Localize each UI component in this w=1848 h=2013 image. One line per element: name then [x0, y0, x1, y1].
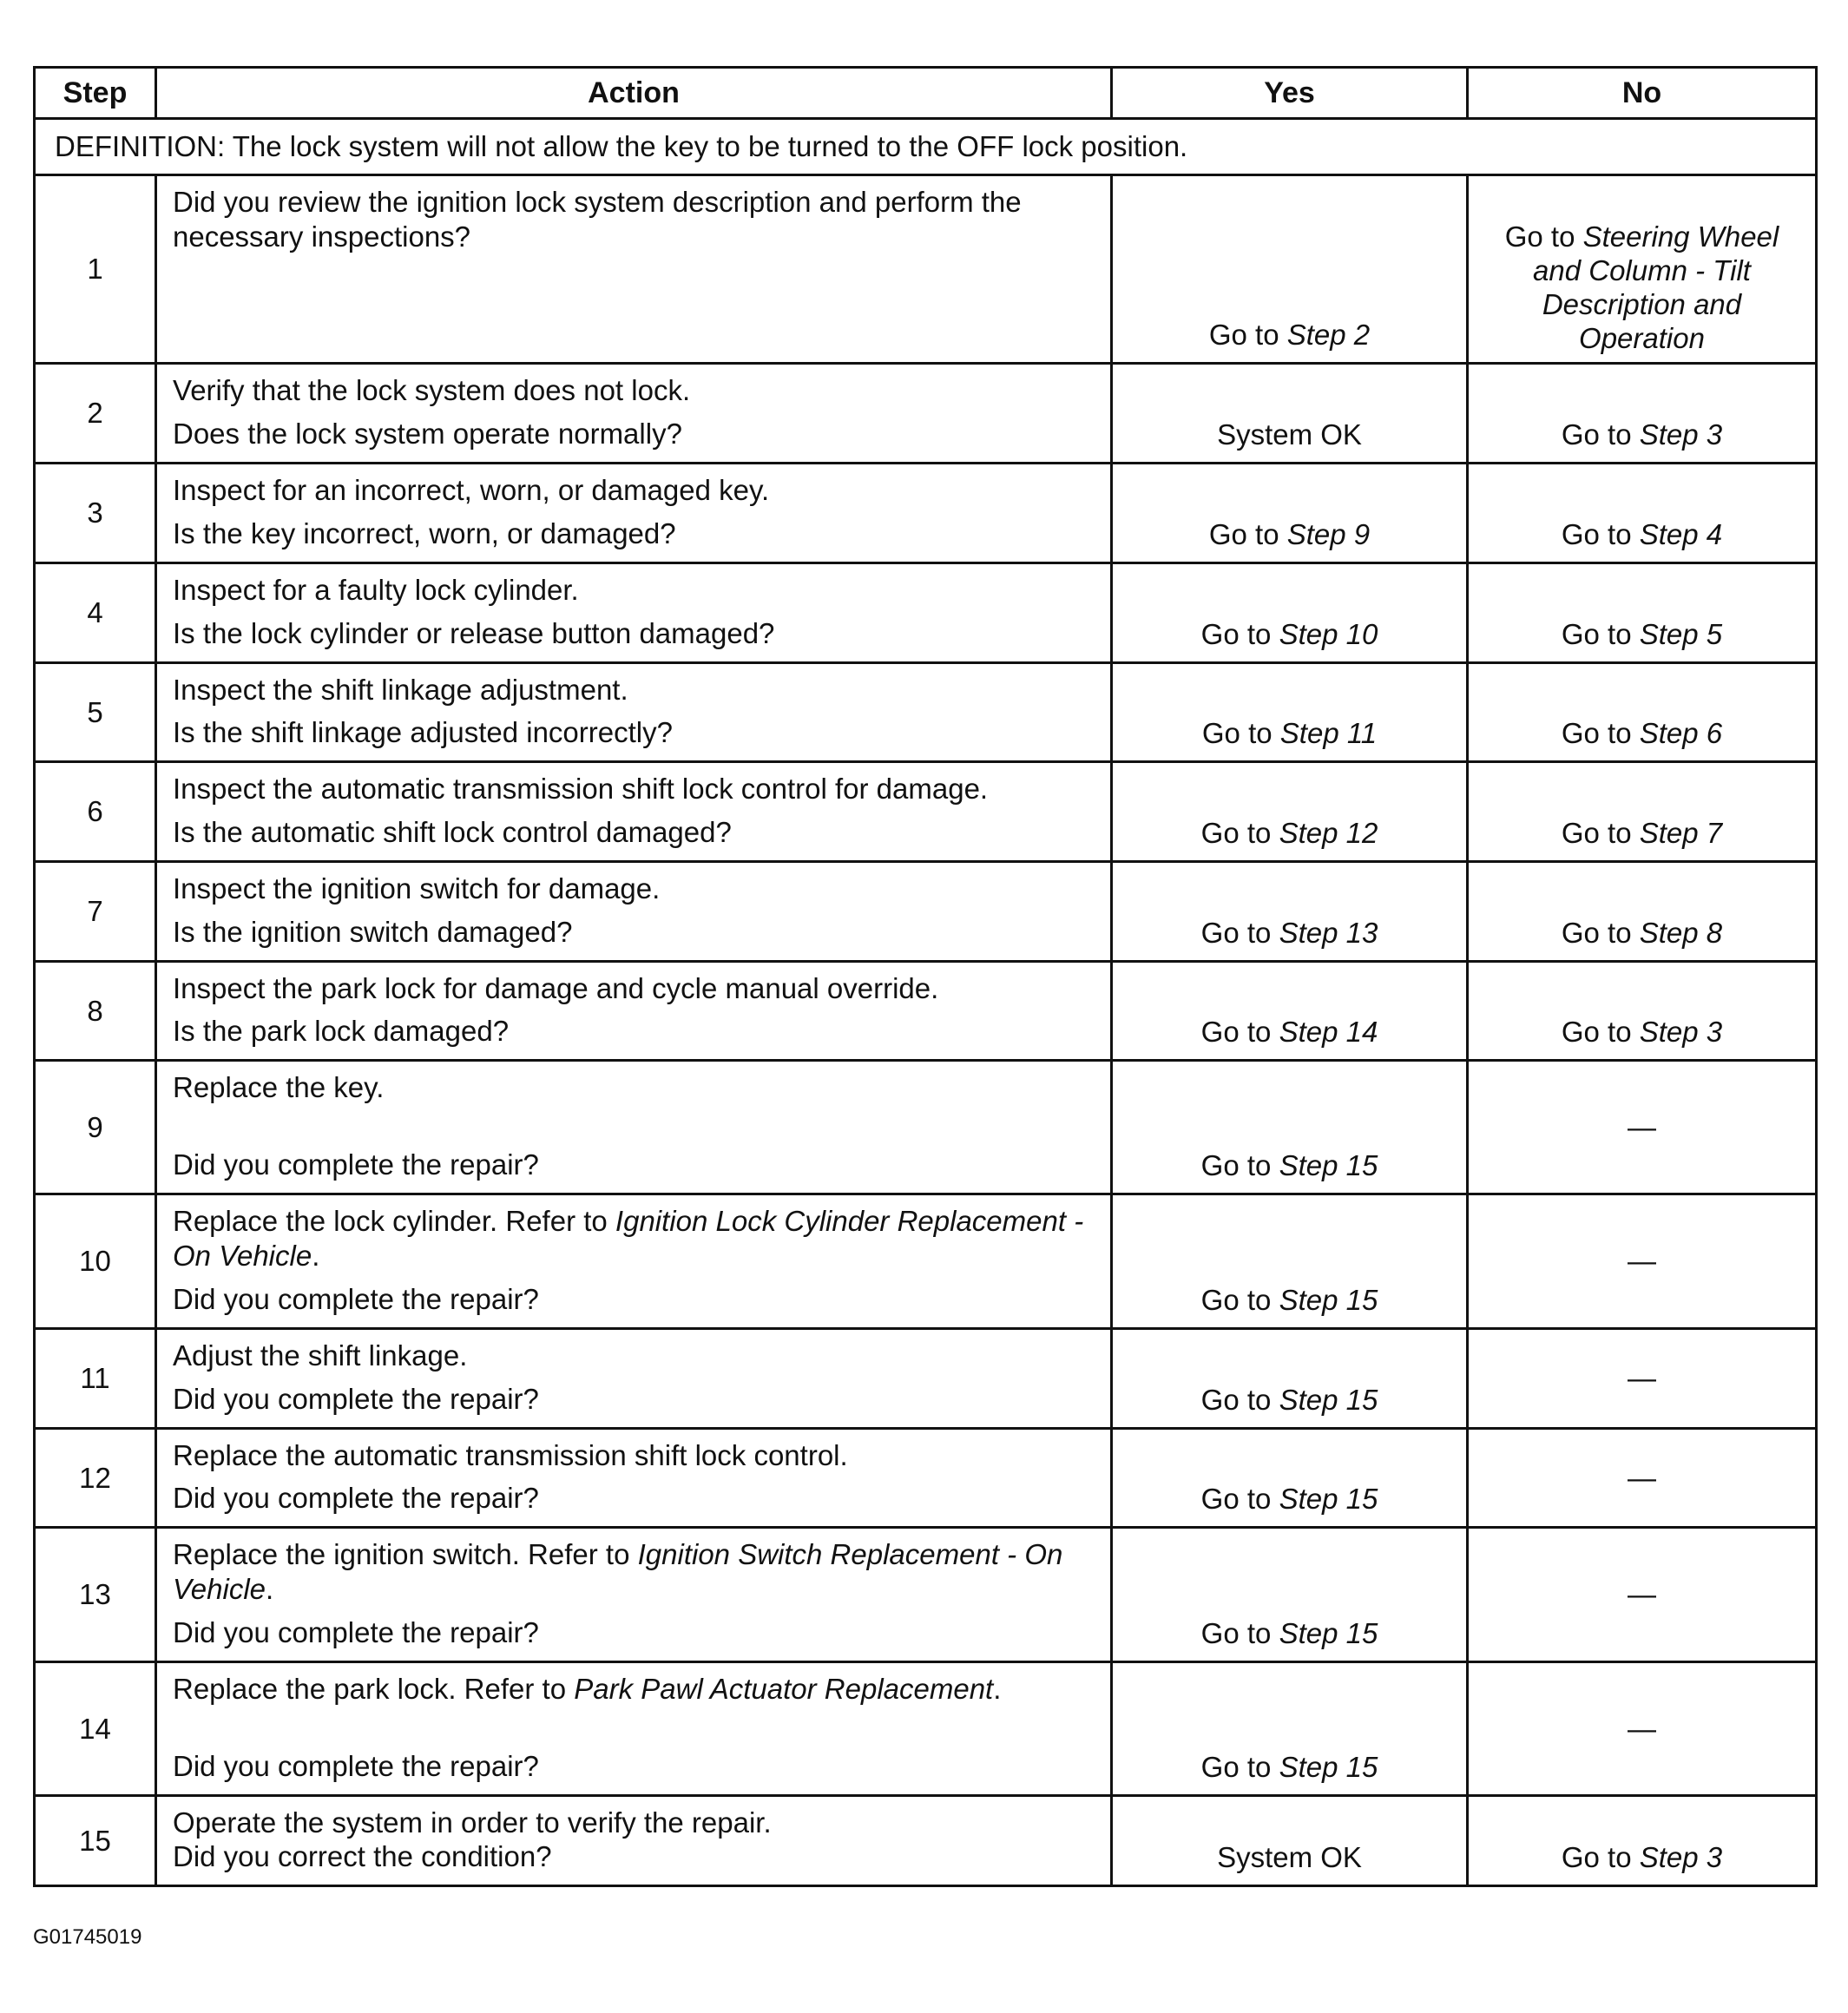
yes-step-ref: Step 11 [1279, 717, 1378, 749]
action-text-part: Replace the lock cylinder. Refer to [173, 1205, 615, 1237]
yes-cell [1112, 862, 1468, 962]
yes-step-ref: Step 2 [1286, 319, 1371, 351]
table-row [35, 1528, 1817, 1662]
no-text: Go to [1561, 717, 1640, 749]
no-step-ref: Step 3 [1639, 1841, 1723, 1873]
no-cell [1468, 1329, 1817, 1429]
yes-cell [1112, 364, 1468, 464]
action-text [173, 573, 1100, 608]
no-cell [1468, 1528, 1817, 1662]
action-text [173, 1806, 1100, 1840]
no-text: — [1628, 1578, 1656, 1610]
action-text-part: Replace the park lock. Refer to [173, 1673, 575, 1705]
action-text [173, 1672, 1100, 1707]
action-cell [156, 663, 1112, 762]
no-text: Go to [1561, 618, 1640, 650]
no-text: Go to [1561, 518, 1640, 550]
yes-text: Go to [1201, 717, 1280, 749]
yes-cell [1112, 464, 1468, 563]
action-text-part: Inspect the ignition switch for damage. [173, 872, 661, 905]
action-text [173, 872, 1100, 906]
yes-step-ref: Step 14 [1279, 1016, 1378, 1048]
no-cell [1468, 862, 1817, 962]
action-text [173, 673, 1100, 707]
yes-text: Go to [1200, 1751, 1279, 1783]
table-row [35, 1329, 1817, 1429]
action-cell [156, 1796, 1112, 1886]
yes-step-ref: Step 15 [1279, 1284, 1378, 1316]
action-cell [156, 1329, 1112, 1429]
no-text: — [1628, 1712, 1656, 1745]
step-number: 11 [35, 1329, 156, 1429]
yes-cell [1112, 1061, 1468, 1194]
action-question: Is the automatic shift lock control damaged? [173, 816, 732, 848]
yes-text: System OK [1217, 418, 1362, 451]
yes-text: Go to [1200, 817, 1279, 849]
action-cell [156, 364, 1112, 464]
step-number: 14 [35, 1662, 156, 1796]
table-row [35, 1194, 1817, 1329]
yes-cell [1112, 1329, 1468, 1429]
yes-step-ref: Step 15 [1279, 1149, 1378, 1181]
step-number: 3 [35, 464, 156, 563]
no-step-ref: Step 7 [1639, 817, 1723, 849]
reference-link: Ignition Lock Cylinder Replacement - On Vehicle [173, 1205, 1084, 1272]
no-cell [1468, 1662, 1817, 1796]
action-text-part: Inspect the automatic transmission shift lock control for damage. [173, 773, 989, 805]
yes-step-ref: Step 12 [1279, 817, 1378, 849]
action-question: Does the lock system operate normally? [173, 418, 682, 450]
action-text-part: Replace the key. [173, 1071, 385, 1103]
action-text-part: Did you review the ignition lock system description and perform the necessary inspections? [173, 186, 1022, 253]
action-question: Did you correct the condition? [173, 1840, 552, 1872]
table-row [35, 1662, 1817, 1796]
action-cell [156, 962, 1112, 1061]
table-row [35, 464, 1817, 563]
yes-cell [1112, 962, 1468, 1061]
action-text-part: Operate the system in order to verify the repair. [173, 1806, 772, 1839]
step-number: 2 [35, 364, 156, 464]
yes-cell [1112, 563, 1468, 663]
no-text: Go to [1561, 817, 1640, 849]
yes-cell [1112, 1429, 1468, 1528]
step-number: 9 [35, 1061, 156, 1194]
yes-cell [1112, 762, 1468, 862]
table-row [35, 1061, 1817, 1194]
yes-text: Go to [1200, 1149, 1279, 1181]
action-text [173, 185, 1100, 254]
action-question: Did you complete the repair? [173, 1482, 539, 1514]
action-text [173, 1070, 1100, 1105]
action-question: Did you complete the repair? [173, 1148, 539, 1181]
no-text: Go to [1561, 1016, 1640, 1048]
table-row [35, 364, 1817, 464]
no-cell [1468, 762, 1817, 862]
action-text [173, 772, 1100, 806]
no-text: — [1628, 1110, 1656, 1143]
action-question: Is the lock cylinder or release button damaged? [173, 617, 775, 649]
yes-step-ref: Step 15 [1279, 1751, 1378, 1783]
action-question: Is the ignition switch damaged? [173, 916, 573, 948]
action-text-part: . [266, 1573, 274, 1605]
action-text-part: . [993, 1673, 1002, 1705]
no-cell [1468, 364, 1817, 464]
action-cell [156, 1194, 1112, 1329]
action-question: Did you complete the repair? [173, 1383, 539, 1415]
reference-link: Ignition Switch Replacement - On Vehicle [173, 1538, 1063, 1605]
table-row [35, 663, 1817, 762]
action-text-part: Replace the ignition switch. Refer to [173, 1538, 638, 1570]
no-cell [1468, 464, 1817, 563]
yes-text: Go to [1200, 618, 1279, 650]
table-row [35, 962, 1817, 1061]
action-text-part: Replace the automatic transmission shift lock control. [173, 1439, 848, 1471]
yes-step-ref: Step 15 [1279, 1483, 1378, 1515]
no-cell [1468, 1429, 1817, 1528]
yes-cell [1112, 1194, 1468, 1329]
action-cell [156, 563, 1112, 663]
no-text: Go to [1561, 418, 1640, 451]
yes-text: Go to [1200, 1483, 1279, 1515]
no-text: — [1628, 1461, 1656, 1494]
action-cell [156, 1662, 1112, 1796]
no-cell [1468, 1061, 1817, 1194]
table-row [35, 1429, 1817, 1528]
action-text [173, 1438, 1100, 1473]
step-number: 6 [35, 762, 156, 862]
step-number: 10 [35, 1194, 156, 1329]
action-text [173, 1204, 1100, 1273]
reference-link: Park Pawl Actuator Replacement [574, 1673, 994, 1705]
definition-text: DEFINITION: The lock system will not allow the key to be turned to the OFF lock position. [35, 119, 1817, 175]
step-number: 15 [35, 1796, 156, 1886]
no-cell [1468, 663, 1817, 762]
no-step-ref: Step 4 [1639, 518, 1723, 550]
table-row [35, 563, 1817, 663]
no-cell [1468, 175, 1817, 364]
yes-cell [1112, 1528, 1468, 1662]
action-question: Did you complete the repair? [173, 1283, 539, 1315]
yes-text: Go to [1208, 319, 1287, 351]
no-cell [1468, 1796, 1817, 1886]
action-cell [156, 862, 1112, 962]
yes-text: Go to [1200, 1016, 1279, 1048]
no-step-ref: Step 3 [1639, 418, 1723, 451]
yes-cell [1112, 175, 1468, 364]
step-number: 7 [35, 862, 156, 962]
header-no: No [1468, 68, 1817, 119]
table-row [35, 175, 1817, 364]
action-text-part: . [312, 1240, 320, 1272]
action-text [173, 971, 1100, 1006]
no-text: — [1628, 1362, 1656, 1394]
action-cell [156, 1429, 1112, 1528]
yes-text: Go to [1200, 1284, 1279, 1316]
no-step-ref: Step 3 [1639, 1016, 1723, 1048]
no-cell [1468, 563, 1817, 663]
yes-step-ref: Step 15 [1279, 1617, 1378, 1649]
figure-id: G01745019 [33, 1925, 142, 1949]
header-row [35, 68, 1817, 119]
yes-text: Go to [1200, 917, 1279, 949]
action-text [173, 373, 1100, 408]
yes-step-ref: Step 13 [1279, 917, 1378, 949]
action-cell [156, 175, 1112, 364]
diagnostic-table [33, 66, 1818, 1887]
action-question: Did you complete the repair? [173, 1616, 539, 1648]
yes-cell [1112, 1796, 1468, 1886]
action-question: Did you complete the repair? [173, 1750, 539, 1782]
table-row [35, 862, 1817, 962]
yes-text: Go to [1208, 518, 1287, 550]
action-cell [156, 464, 1112, 563]
action-text-part: Inspect for an incorrect, worn, or damaged key. [173, 474, 770, 506]
action-question: Is the shift linkage adjusted incorrectly? [173, 716, 673, 748]
step-number: 5 [35, 663, 156, 762]
action-text [173, 473, 1100, 508]
action-text-part: Verify that the lock system does not lock. [173, 374, 691, 406]
step-number: 13 [35, 1528, 156, 1662]
action-text-part: Inspect for a faulty lock cylinder. [173, 574, 579, 606]
header-yes: Yes [1112, 68, 1468, 119]
yes-cell [1112, 663, 1468, 762]
table-row [35, 762, 1817, 862]
action-cell [156, 762, 1112, 862]
definition-row [35, 119, 1817, 175]
action-text-part: Inspect the park lock for damage and cycle manual override. [173, 972, 939, 1004]
table-row [35, 1796, 1817, 1886]
no-text: Go to [1561, 1841, 1640, 1873]
yes-step-ref: Step 10 [1279, 618, 1378, 650]
action-text-part: Inspect the shift linkage adjustment. [173, 674, 628, 706]
action-text-part: Adjust the shift linkage. [173, 1339, 468, 1372]
step-number: 4 [35, 563, 156, 663]
step-number: 1 [35, 175, 156, 364]
action-cell [156, 1528, 1112, 1662]
action-question: Is the key incorrect, worn, or damaged? [173, 517, 676, 549]
action-cell [156, 1061, 1112, 1194]
yes-cell [1112, 1662, 1468, 1796]
yes-step-ref: Step 9 [1286, 518, 1371, 550]
no-text: — [1628, 1245, 1656, 1277]
no-step-ref: Step 8 [1639, 917, 1723, 949]
no-text: Go to [1561, 917, 1640, 949]
no-text: Go to [1504, 220, 1583, 253]
no-step-ref: Step 5 [1639, 618, 1723, 650]
action-text [173, 1339, 1100, 1373]
header-action: Action [156, 68, 1112, 119]
step-number: 12 [35, 1429, 156, 1528]
yes-text: System OK [1217, 1841, 1362, 1873]
no-step-ref: Step 6 [1639, 717, 1723, 749]
no-cell [1468, 1194, 1817, 1329]
action-question: Is the park lock damaged? [173, 1015, 510, 1047]
yes-text: Go to [1200, 1617, 1279, 1649]
no-cell [1468, 962, 1817, 1061]
step-number: 8 [35, 962, 156, 1061]
yes-text: Go to [1200, 1384, 1279, 1416]
no-step-ref: Steering Wheel and Column - Tilt Description and Operation [1533, 220, 1779, 354]
yes-step-ref: Step 15 [1279, 1384, 1378, 1416]
header-step: Step [35, 68, 156, 119]
action-text [173, 1537, 1100, 1607]
